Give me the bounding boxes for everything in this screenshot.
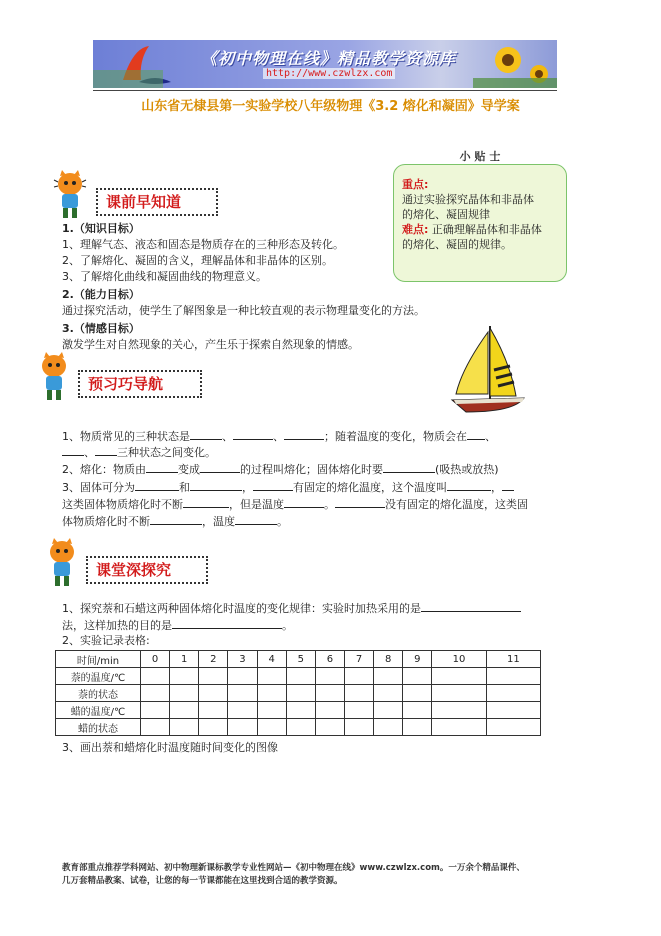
key-point-label: 重点: [402, 178, 429, 191]
difficulty-text-cont: 的熔化、凝固的规律。 [402, 238, 512, 251]
preview-q1-line1: 1、物质常见的三种状态是 、 、 ；随着温度的变化，物质会在 、 [62, 430, 496, 443]
preview-q1-line2: 、 三种状态之间变化。 [62, 444, 216, 461]
key-point-text: 通过实验探究晶体和非晶体 [402, 193, 534, 206]
table-row [56, 685, 541, 702]
record-table [55, 650, 541, 736]
tiger-mascot-icon [44, 538, 80, 588]
table-header-cell: 时间/min [56, 651, 141, 668]
time-cell: 8 [374, 651, 403, 668]
time-cell: 11 [486, 651, 540, 668]
answer-blank[interactable] [502, 479, 514, 491]
section-banner-preview: 预习巧导航 [78, 370, 202, 398]
time-cell: 5 [286, 651, 315, 668]
answer-blank[interactable] [253, 479, 293, 491]
section-banner-preclass: 课前早知道 [96, 188, 218, 216]
preview-q3-line3: 体物质熔化时不断 ，温度 。 [62, 515, 288, 528]
explore-q2-label: 2、实验记录表格: [62, 634, 150, 647]
answer-blank[interactable] [233, 428, 273, 440]
footer-line-1: 教育部重点推荐学科网站、初中物理新课标教学专业性网站—《初中物理在线》www.czwlzx.com。一万余个精品课件、 [62, 863, 525, 873]
sailboat-illustration [448, 322, 528, 414]
tiger-mascot-icon [36, 352, 72, 402]
footer [62, 862, 622, 888]
time-cell: 1 [170, 651, 199, 668]
answer-blank[interactable] [421, 600, 521, 612]
time-cell: 10 [432, 651, 486, 668]
explore-q1-line1: 1、探究萘和石蜡这两种固体熔化时温度的变化规律：实验时加热采用的是 [62, 600, 521, 617]
preview-q3-line2: 这类固体物质熔化时不断 ，但是温度 。 没有固定的熔化温度，这类固 [62, 498, 528, 511]
footer-line-2: 几万套精品教案、试卷，让您的每一节课都能在这里找到合适的教学资源。 [62, 876, 343, 886]
time-cell: 9 [403, 651, 432, 668]
table-row [56, 719, 541, 736]
time-cell: 7 [344, 651, 373, 668]
answer-blank[interactable] [135, 479, 179, 491]
tip-title: 小 贴 士 [459, 150, 501, 163]
explore-q3: 3、画出萘和蜡熔化时温度随时间变化的图像 [62, 741, 278, 754]
banner-url[interactable]: http://www.czwlzx.com [263, 68, 395, 79]
explore-q1-line2: 法，这样加热的目的是 。 [62, 619, 293, 632]
row-label: 萘的状态 [56, 685, 141, 702]
row-label: 蜡的状态 [56, 719, 141, 736]
objective-heading-ability: 2.（能力目标） [62, 288, 140, 301]
section-banner-explore: 课堂深探究 [86, 556, 208, 584]
table-row [56, 702, 541, 719]
difficulty-label: 难点: [402, 223, 429, 236]
document-title: 山东省无棣县第一实验学校八年级物理《3.2 熔化和凝固》导学案 [141, 99, 520, 114]
answer-blank[interactable] [447, 479, 491, 491]
objective-heading-emotion: 3.（情感目标） [62, 322, 140, 335]
banner-title: 《初中物理在线》精品教学资源库 [201, 49, 457, 68]
answer-blank[interactable] [95, 444, 117, 456]
time-cell: 6 [315, 651, 344, 668]
time-cell: 2 [199, 651, 228, 668]
objective-knowledge-2: 2、了解熔化、凝固的含义，理解晶体和非晶体的区别。 [62, 254, 333, 267]
objective-ability-1: 通过探究活动，使学生了解图象是一种比较直观的表示物理量变化的方法。 [62, 304, 425, 317]
row-label: 蜡的温度/℃ [56, 702, 141, 719]
row-label: 萘的温度/℃ [56, 668, 141, 685]
time-cell: 0 [141, 651, 170, 668]
preview-q2: 2、熔化：物质由 变成 的过程叫熔化；固体熔化时要 (吸热或放热) [62, 463, 499, 476]
answer-blank[interactable] [183, 496, 229, 508]
answer-blank[interactable] [284, 428, 324, 440]
answer-blank[interactable] [190, 428, 222, 440]
answer-blank[interactable] [383, 461, 435, 473]
answer-blank[interactable] [146, 461, 178, 473]
difficulty-text: 正确理解晶体和非晶体 [431, 223, 542, 236]
header-rule [93, 90, 557, 91]
table-row [56, 651, 541, 668]
preview-q3-line1: 3、固体可分为 和 ， 有固定的熔化温度，这个温度叫 ， [62, 479, 514, 496]
objective-knowledge-1: 1、理解气态、液态和固态是物质存在的三种形态及转化。 [62, 238, 344, 251]
tip-box [393, 150, 567, 282]
objective-heading-knowledge: 1.（知识目标） [62, 222, 140, 235]
banner-grass [93, 70, 163, 88]
answer-blank[interactable] [467, 428, 485, 440]
table-row [56, 668, 541, 685]
answer-blank[interactable] [190, 479, 242, 491]
time-cell: 4 [257, 651, 286, 668]
answer-blank[interactable] [235, 513, 277, 525]
answer-blank[interactable] [150, 513, 202, 525]
objective-knowledge-3: 3、了解熔化曲线和凝固曲线的物理意义。 [62, 270, 267, 283]
objective-emotion-1: 激发学生对自然现象的关心，产生乐于探索自然现象的情感。 [62, 338, 359, 351]
header-banner [93, 40, 557, 88]
answer-blank[interactable] [62, 444, 84, 456]
answer-blank[interactable] [284, 496, 324, 508]
answer-blank[interactable] [200, 461, 240, 473]
tiger-mascot-icon [52, 170, 88, 220]
time-cell: 3 [228, 651, 257, 668]
answer-blank[interactable] [172, 617, 282, 629]
answer-blank[interactable] [335, 496, 385, 508]
key-point-text-cont: 的熔化、凝固规律 [402, 208, 490, 221]
